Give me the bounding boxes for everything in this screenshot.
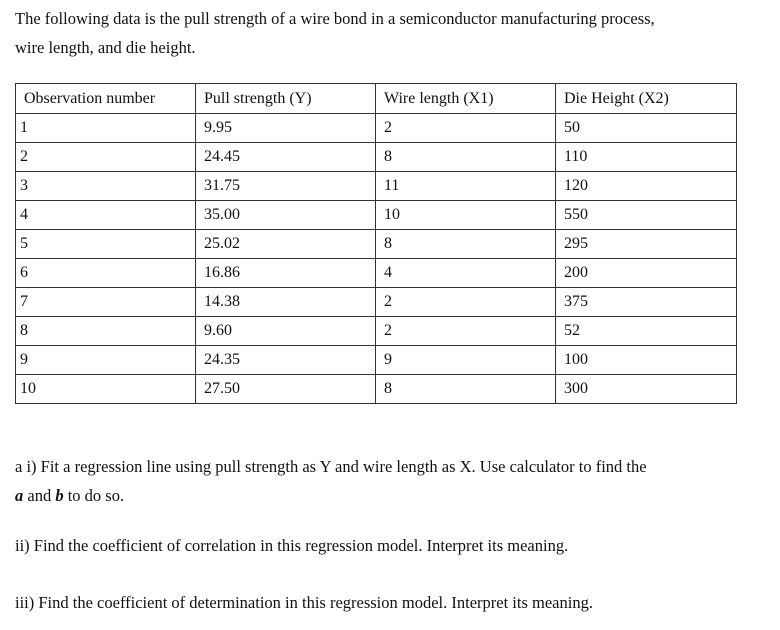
cell-observation: 8 (16, 317, 196, 346)
cell-wire-length: 10 (376, 201, 556, 230)
table-row (16, 288, 737, 317)
question-ii: ii) Find the coefficient of correlation in this regression model. Interpret its meaning. (15, 536, 569, 555)
question-a-i-line-1: a i) Fit a regression line using pull strength as Y and wire length as X. Use calculator to find the (15, 457, 647, 476)
cell-observation: 5 (16, 230, 196, 259)
intro-line-1: The following data is the pull strength of a wire bond in a semiconductor manufacturing process, (15, 9, 655, 28)
cell-observation: 2 (16, 143, 196, 172)
cell-die-height: 52 (556, 317, 737, 346)
cell-wire-length: 2 (376, 114, 556, 143)
symbol-a: a (15, 486, 24, 505)
table-row (16, 201, 737, 230)
table-header-row (16, 84, 737, 114)
cell-observation: 3 (16, 172, 196, 201)
cell-pull-strength: 25.02 (196, 230, 376, 259)
table-row (16, 143, 737, 172)
cell-pull-strength: 27.50 (196, 375, 376, 404)
cell-die-height: 50 (556, 114, 737, 143)
cell-pull-strength: 14.38 (196, 288, 376, 317)
intro-line-2: wire length, and die height. (15, 38, 196, 57)
cell-wire-length: 2 (376, 288, 556, 317)
question-a-i (15, 452, 765, 510)
cell-wire-length: 2 (376, 317, 556, 346)
cell-wire-length: 4 (376, 259, 556, 288)
cell-observation: 1 (16, 114, 196, 143)
intro-text (15, 4, 765, 62)
cell-die-height: 110 (556, 143, 737, 172)
cell-wire-length: 8 (376, 375, 556, 404)
table-row (16, 114, 737, 143)
cell-die-height: 300 (556, 375, 737, 404)
header-die-height: Die Height (X2) (556, 84, 737, 114)
cell-die-height: 100 (556, 346, 737, 375)
cell-die-height: 295 (556, 230, 737, 259)
cell-observation: 9 (16, 346, 196, 375)
cell-die-height: 120 (556, 172, 737, 201)
header-pull-strength: Pull strength (Y) (196, 84, 376, 114)
cell-pull-strength: 9.95 (196, 114, 376, 143)
header-wire-length: Wire length (X1) (376, 84, 556, 114)
cell-pull-strength: 16.86 (196, 259, 376, 288)
cell-die-height: 200 (556, 259, 737, 288)
cell-observation: 4 (16, 201, 196, 230)
cell-observation: 7 (16, 288, 196, 317)
symbol-b: b (55, 486, 64, 505)
table-row (16, 172, 737, 201)
cell-pull-strength: 24.45 (196, 143, 376, 172)
cell-wire-length: 9 (376, 346, 556, 375)
table-row (16, 346, 737, 375)
cell-wire-length: 8 (376, 230, 556, 259)
cell-die-height: 550 (556, 201, 737, 230)
cell-wire-length: 11 (376, 172, 556, 201)
question-and: and (23, 486, 56, 505)
question-a-i-end: to do so. (63, 486, 125, 505)
cell-die-height: 375 (556, 288, 737, 317)
cell-observation: 10 (16, 375, 196, 404)
cell-wire-length: 8 (376, 143, 556, 172)
cell-pull-strength: 35.00 (196, 201, 376, 230)
data-table (15, 83, 737, 404)
cell-pull-strength: 9.60 (196, 317, 376, 346)
question-iii: iii) Find the coefficient of determination in this regression model. Interpret its meaning. (15, 593, 593, 612)
table-row (16, 259, 737, 288)
cell-observation: 6 (16, 259, 196, 288)
table-row (16, 375, 737, 404)
table-row (16, 317, 737, 346)
cell-pull-strength: 24.35 (196, 346, 376, 375)
header-observation-number: Observation number (16, 84, 196, 114)
table-row (16, 230, 737, 259)
cell-pull-strength: 31.75 (196, 172, 376, 201)
